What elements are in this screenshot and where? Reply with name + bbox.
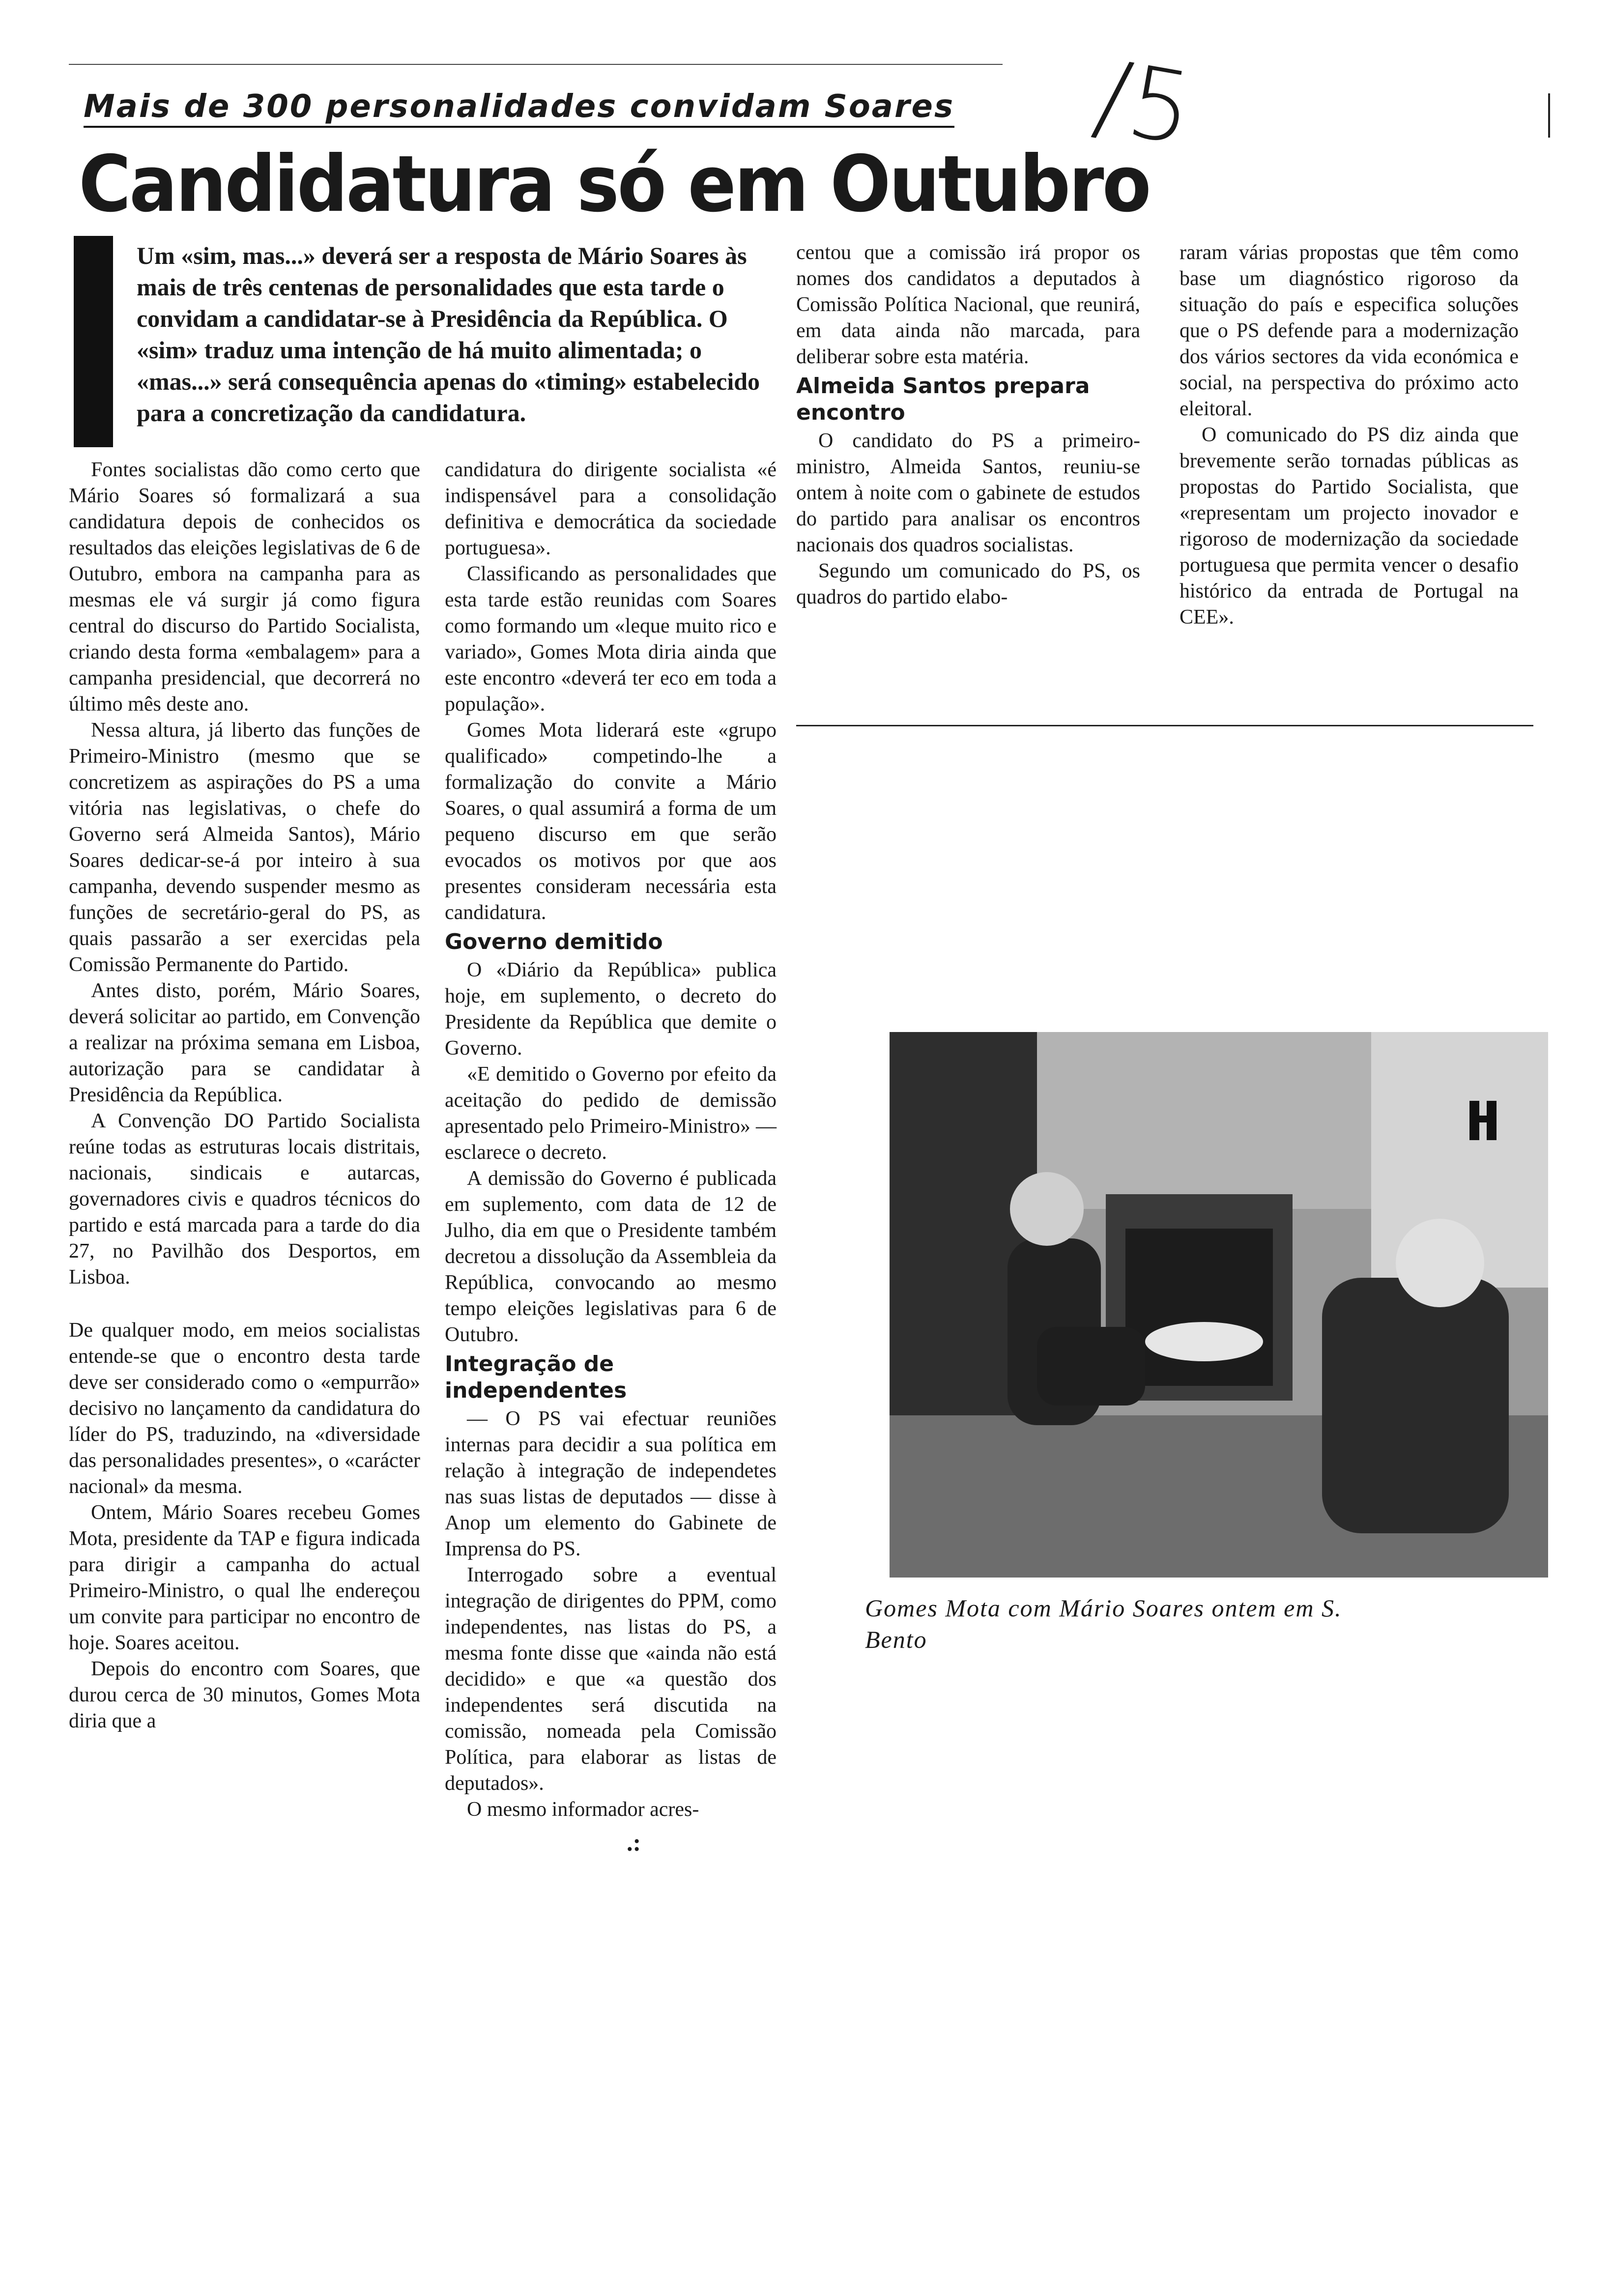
top-rule bbox=[69, 64, 1003, 65]
lead-text: Um «sim, mas...» deverá ser a resposta de Mário Soares às mais de três centenas de personalidades que esta tarde o convidam a candidatar-se à Presidência da República. O «sim» traduz uma intenção de há muito alimentada; o «mas...» será consequência apenas do «timing» estabelecido para a concretização da candidatura. bbox=[137, 242, 760, 427]
drop-cap-bar bbox=[74, 236, 113, 447]
margin-mark bbox=[1548, 93, 1550, 138]
paragraph: candidatura do dirigente socialista «é indispensável para a consolidação definitiva e democrática da sociedade portuguesa». bbox=[445, 459, 777, 559]
column-4 bbox=[1180, 240, 1519, 631]
paragraph: — O PS vai efectuar reuniões internas para decidir a sua política em relação à integração de independetes nas suas listas de deputados — disse à Anop um elemento do Gabinete de Imprensa do PS. bbox=[445, 1407, 777, 1560]
paragraph: O candidato do PS a primeiro-ministro, Almeida Santos, reuniu-se ontem à noite com o gabinete de estudos do partido para analisar os encontros nacionais dos quadros socialistas. bbox=[796, 430, 1140, 556]
subhead-almeida-santos: Almeida Santos prepara encontro bbox=[796, 373, 1090, 425]
lead-paragraph bbox=[137, 240, 776, 429]
paragraph: Nessa altura, já liberto das funções de Primeiro-Ministro (mesmo que se concretizem as aspirações do PS a uma vitória nas legislativas, o chefe do Governo será Almeida Santos), Mário Soares dedicar-se-á por inteiro à sua campanha, devendo suspender mesmo as funções de secretário-geral do PS, as quais passarão a ser exercidas pela Comissão Permanente do Partido. bbox=[69, 719, 420, 976]
paragraph: A Convenção DO Partido Socialista reúne todas as estruturas locais distritais, nacionais, sindicais e autarcas, governadores civis e quadros técnicos do partido e está marcada para a tarde do dia 27, no Pavilhão dos Desportos, em Lisboa. bbox=[69, 1110, 420, 1289]
paragraph: Gomes Mota liderará este «grupo qualificado» competindo-lhe a formalização do convite a Mário Soares, o qual assumirá a forma de um pequeno discurso em que serão evocados os motivos por que aos presentes consideram necessária esta candidatura. bbox=[445, 719, 777, 924]
paragraph: raram várias propostas que têm como base um diagnóstico rigoroso da situação do país e especifica soluções que o PS defende para a modernização dos vários sectores da vida económica e social, na perspectiva do próximo acto eleitoral. bbox=[1180, 241, 1519, 420]
headline: Candidatura só em Outubro bbox=[79, 139, 1150, 230]
end-mark: .: bbox=[627, 1829, 641, 1856]
paragraph: O mesmo informador acres- bbox=[467, 1798, 699, 1821]
column-1 bbox=[69, 457, 420, 1734]
paragraph: De qualquer modo, em meios socialistas entende-se que o encontro desta tarde deve ser considerado como o «empurrão» decisivo no lançamento da candidatura do líder do PS, traduzindo, na «diversidade das personalidades presentes», o «carácter nacional» da mesma. bbox=[69, 1319, 420, 1498]
paragraph: O «Diário da República» publica hoje, em suplemento, o decreto do Presidente da República que demite o Governo. bbox=[445, 959, 777, 1060]
paragraph: Interrogado sobre a eventual integração de dirigentes do PPM, como independentes, nas listas do PS, a mesma fonte disse que «ainda não está decidido» e que «a questão dos independentes será discutida na comissão, nomeada pela Comissão Política, para elaborar as listas de deputados». bbox=[445, 1564, 777, 1795]
paragraph: Segundo um comunicado do PS, os quadros do partido elabo- bbox=[796, 560, 1140, 608]
column-rule bbox=[796, 725, 1533, 726]
paragraph: «E demitido o Governo por efeito da aceitação do pedido de demissão apresentado pelo Primeiro-Ministro» — esclarece o decreto. bbox=[445, 1063, 777, 1164]
paragraph: Fontes socialistas dão como certo que Mário Soares só formalizará a sua candidatura depois de conhecidos os resultados das eleições legislativas de 6 de Outubro, embora na campanha para as mesmas ele vá surgir já como figura central do discurso do Partido Socialista, criando desta forma «embalagem» para a campanha presidencial, que decorrerá no último mês deste ano. bbox=[69, 459, 420, 716]
paragraph: centou que a comissão irá propor os nomes dos candidatos a deputados à Comissão Política Nacional, que reunirá, em data ainda não marcada, para deliberar sobre esta matéria. bbox=[796, 241, 1140, 368]
column-3 bbox=[796, 240, 1140, 610]
news-photo bbox=[890, 1032, 1548, 1578]
photo-illustration bbox=[890, 1032, 1548, 1578]
column-2 bbox=[445, 457, 777, 1823]
handwritten-mark: /5 bbox=[1087, 38, 1201, 168]
paragraph: Antes disto, porém, Mário Soares, deverá solicitar ao partido, em Convenção a realizar na próxima semana em Lisboa, autorização para se candidatar à Presidência da República. bbox=[69, 979, 420, 1106]
photo-caption: Gomes Mota com Mário Soares ontem em S. Bento bbox=[865, 1594, 1342, 1653]
paragraph: O comunicado do PS diz ainda que brevemente serão tornadas públicas as propostas do Partido Socialista, que «representam um projecto inovador e rigoroso de modernização da sociedade portuguesa que permita vencer o desafio histórico da entrada de Portugal na CEE». bbox=[1180, 424, 1519, 629]
paragraph: Ontem, Mário Soares recebeu Gomes Mota, presidente da TAP e figura indicada para dirigir a campanha do actual Primeiro-Ministro, o qual lhe endereçou um convite para participar no encontro de hoje. Soares aceitou. bbox=[69, 1501, 420, 1654]
paragraph: Classificando as personalidades que esta tarde estão reunidas com Soares como formando um «leque muito rico e variado», Gomes Mota diria ainda que este encontro «deverá ter eco em toda a população». bbox=[445, 563, 777, 716]
paragraph: Depois do encontro com Soares, que durou cerca de 30 minutos, Gomes Mota diria que a bbox=[69, 1658, 420, 1732]
paragraph: A demissão do Governo é publicada em suplemento, com data de 12 de Julho, dia em que o Presidente também decretou a dissolução da Assembleia da República, convocando ao mesmo tempo eleições legislativas para 6 de Outubro. bbox=[445, 1167, 777, 1346]
subhead-governo-demitido: Governo demitido bbox=[445, 929, 663, 954]
subhead-integracao: Integração de independentes bbox=[445, 1351, 627, 1403]
kicker: Mais de 300 personalidades convidam Soares bbox=[84, 88, 954, 128]
